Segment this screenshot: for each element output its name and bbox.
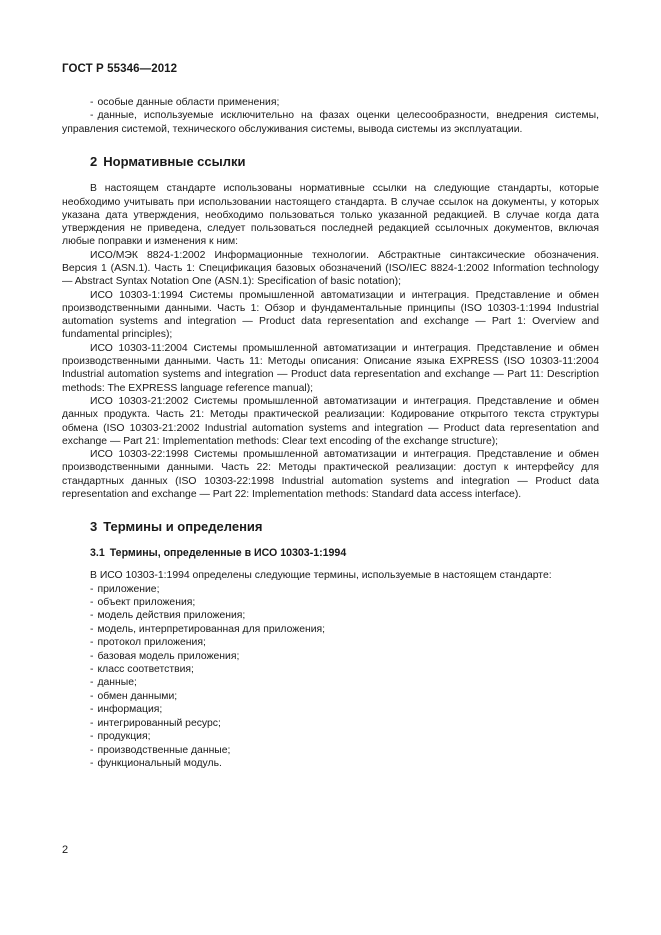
list-item xyxy=(62,650,599,663)
term: производственные данные; xyxy=(97,744,231,756)
term: продукция; xyxy=(97,731,151,743)
list-item xyxy=(62,609,599,622)
reference-paragraph: ИСО/МЭК 8824-1:2002 Информационные технологии. Абстрактные синтаксические обозначения. Версия 1 (ASN.1). Часть 1: Спецификация базовых обозначений (ISO/IEC 8824-1:2002 Information technology — Abstract Syntax Notation One (ASN.1): Specification of basic notation); xyxy=(62,249,599,288)
list-item xyxy=(62,730,599,743)
list-item xyxy=(62,676,599,689)
section-number: 2 xyxy=(90,154,98,170)
list-dash: - xyxy=(90,610,94,622)
list-dash: - xyxy=(90,704,94,716)
list-item xyxy=(62,757,599,770)
list-dash: - xyxy=(90,757,94,769)
section-title: Термины и определения xyxy=(103,519,263,535)
term: обмен данными; xyxy=(97,690,178,702)
term: функциональный модуль. xyxy=(97,757,222,769)
paragraph: В настоящем стандарте использованы нормативные ссылки на следующие стандарты, которые необходимо учитывать при использовании настоящего стандарта. В случае ссылок на документы, у которых указана дата утверждения, необходимо пользоваться только указанной редакцией. В случае когда дата утверждения не приведена, следует пользоваться последней редакцией ссылочных документов, включая любые поправки и изменения к ним: xyxy=(62,183,599,248)
list-dash: - xyxy=(90,623,94,635)
list-dash: - xyxy=(90,744,94,756)
list-item xyxy=(62,744,599,757)
intro-list xyxy=(62,96,599,136)
reference-paragraph: ИСО 10303-22:1998 Системы промышленной автоматизации и интеграция. Представление и обмен производственными данными. Часть 22: Методы практической реализации: доступ к интерфейсу для стандартных данных (ISO 10303-22:1998 Industrial automation systems and integration — Product data representation and exchange — Part 22: Implementation methods: Standard data access interface). xyxy=(62,449,599,501)
list-item xyxy=(62,690,599,703)
reference-paragraph: ИСО 10303-21:2002 Системы промышленной автоматизации и интеграция. Представление и обмен данных продукта. Часть 21: Методы практической реализации: Кодирование открытого текста структуры обмена (ISO 10303-21:2002 Industrial automation systems and integration — Product data representation and exchange — Part 21: Implementation methods: Clear text encoding of the exchange structure); xyxy=(62,395,599,447)
subsection-title: Термины, определенные в ИСО 10303-1:1994 xyxy=(109,547,347,560)
intro-item-text: данные, используемые исключительно на фазах оценки целесообразности, внедрения системы, управления системой, технического обслуживания системы, вывода системы из эксплуатации. xyxy=(62,110,599,135)
list-item xyxy=(62,663,599,676)
list-dash: - xyxy=(90,677,94,689)
list-item xyxy=(62,703,599,716)
list-dash: - xyxy=(90,650,94,662)
subsection-heading xyxy=(90,547,599,560)
list-item xyxy=(62,596,599,609)
list-item xyxy=(62,583,599,596)
list-item xyxy=(62,636,599,649)
list-dash: - xyxy=(90,597,94,609)
reference-paragraph: ИСО 10303-11:2004 Системы промышленной автоматизации и интеграция. Представление и обмен производственными данными. Часть 11: Методы описания: Описание языка EXPRESS (ISO 10303-11:2004 Industrial automation systems and integration — Product data representation and exchange — Part 11: Description methods: The EXPRESS language reference manual); xyxy=(62,342,599,394)
section-title: Нормативные ссылки xyxy=(103,154,246,170)
term: данные; xyxy=(97,677,137,689)
terms-lead: В ИСО 10303-1:1994 определены следующие термины, используемые в настоящем стандарте: xyxy=(90,570,552,582)
list-dash: - xyxy=(90,583,94,595)
document-header: ГОСТ Р 55346—2012 xyxy=(62,63,178,75)
subsection-number: 3.1 xyxy=(90,547,105,560)
terms-list xyxy=(62,583,599,771)
intro-item xyxy=(62,109,599,136)
term: класс соответствия; xyxy=(97,664,194,676)
section-heading xyxy=(90,154,599,169)
term: информация; xyxy=(97,704,163,716)
term: объект приложения; xyxy=(97,597,196,609)
section-number: 3 xyxy=(90,519,98,535)
term: модель действия приложения; xyxy=(97,610,246,622)
list-item xyxy=(62,623,599,636)
section-heading xyxy=(90,519,599,534)
term: интегрированный ресурс; xyxy=(97,717,221,729)
intro-item-text: особые данные области применения; xyxy=(97,97,280,108)
list-dash: - xyxy=(90,731,94,743)
list-dash: - xyxy=(90,637,94,649)
page-content xyxy=(62,96,599,770)
list-item xyxy=(62,717,599,730)
term: базовая модель приложения; xyxy=(97,650,240,662)
list-dash: - xyxy=(90,717,94,729)
intro-item xyxy=(62,96,599,109)
list-dash: - xyxy=(90,690,94,702)
list-dash: - xyxy=(90,97,94,108)
list-dash: - xyxy=(90,664,94,676)
term: приложение; xyxy=(97,583,160,595)
reference-paragraph: ИСО 10303-1:1994 Системы промышленной автоматизации и интеграция. Представление и обмен производственными данными. Часть 1: Обзор и фундаментальные принципы (ISO 10303-1:1994 Industrial automation systems and integration — Product data representation and exchange — Part 1: Overview and fundamental principles); xyxy=(62,289,599,341)
term: протокол приложения; xyxy=(97,637,206,649)
term: модель, интерпретированная для приложения; xyxy=(97,623,326,635)
list-dash: - xyxy=(90,110,94,122)
page-number: 2 xyxy=(62,844,69,856)
